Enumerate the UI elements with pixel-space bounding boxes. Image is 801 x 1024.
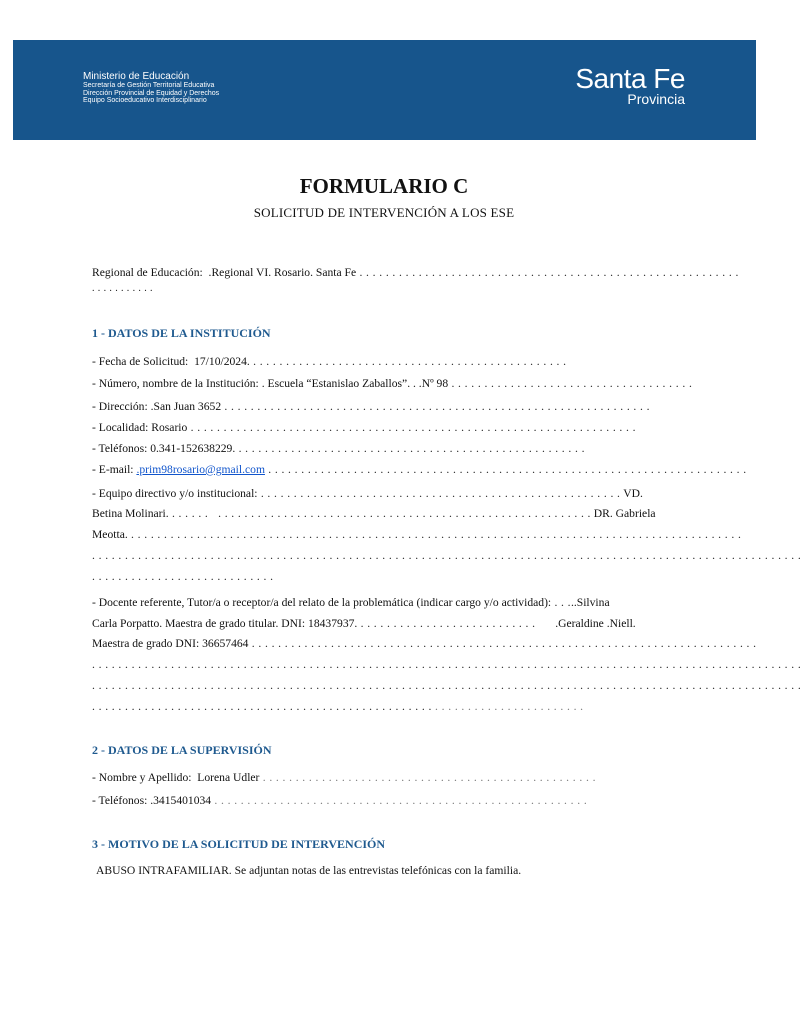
telefonos-value: 0.341-152638229. [150,442,236,455]
dot-leader: . . . . . . . . . . . . . . . . . . . . . . . . . . . . . . . . . . . . . [448,377,693,390]
regional-row [92,266,739,280]
docente-row [92,596,679,610]
telefonos-row [92,442,585,456]
dot-leader: . . . . . . . . . . . . . . . . . . . . . . . . . . . . . . . . . . . . . . . . . . . . . . . . . . . [259,771,596,784]
localidad-row [92,421,636,435]
equipo-row-2 [92,507,679,521]
equipo-row [92,487,679,501]
numero-row [92,377,692,391]
docente-row-3 [92,637,757,651]
santa-fe-logo [575,64,685,106]
email-label: - E-mail: [92,463,134,476]
header-banner [13,40,756,140]
direccion-label: - Dirección: [92,400,148,413]
regional-value: .Regional VI. Rosario. Santa Fe [208,266,357,279]
dot-leader: . . . . . . . . . . . . . . . . . . . . . . . . . . . [357,617,556,630]
ministry-block [83,71,219,105]
ministry-line: Secretaría de Gestión Territorial Educativa [83,82,215,89]
email-row [92,463,747,477]
equipo-label: - Equipo directivo y/o institucional: [92,487,258,500]
docente-value-1: ..Silvina [570,596,610,609]
dot-leader: . . . . . . . . . . . . . . . . . . . . . . . . . . . . . . . . . . . . . . . . . . . . . . . . . . . . . . . . . . . . . . . . . . . . . . . . . . . . . . . . . . . . . . . . . . . . . [127,528,742,541]
docente-value-2: Carla Porpatto. Maestra de grado titular. DNI: 18437937. [92,617,358,630]
dot-leader: . . . . . . . . . . . . . . . . . . . . . . . . . . . . . . . . . . . . . . . . . . . . . . . . [249,355,567,368]
localidad-value: Rosario [151,421,188,434]
supervisor-phone-row [92,794,587,808]
docente-label: - Docente referente, Tutor/a o receptor/a del relato de la problemática (indicar cargo y/o actividad): [92,596,552,609]
dot-leader: . . . . . . . . . . . . . . . . . . . . . . . . . . . . . . . . . . . . . . . . . . . . . . . . . . . . . . . . . . . . . . . . . . . . . . . . . . . . . . . . . . . . . . . . . . . . . . . . . . . . . . . . . . . . [92,658,801,671]
section-1-heading: 1 - DATOS DE LA INSTITUCIÓN [92,326,271,340]
docente-value-3: .Geraldine .Niell. [555,617,636,630]
telefonos-label: - Teléfonos: [92,442,148,455]
equipo-row-3 [92,528,742,542]
fecha-label: - Fecha de Solicitud: [92,355,189,368]
dot-leader: . . . . . . . . . . . . . . . . . . . . . . . . . . . . . . . . . . . . . . . . . . . . . . . . . . . . . . . . . . . . . . . . . . . . . . . . . . . . . [248,637,757,650]
equipo-name-2: Meotta. [92,528,128,541]
ministry-line: Dirección Provincial de Equidad y Derechos [83,89,220,97]
supervisor-phone-label: - Teléfonos: [92,794,148,807]
section-2-heading: 2 - DATOS DE LA SUPERVISIÓN [92,743,272,757]
dot-leader: . . . . . . . . . . . . . . . . . . . . . . . . . . . . . . . . . . . . . . . . . . . . . . . . . . . . . . . . . . . . . . . . . [221,400,650,413]
equipo-vd: VD. [623,487,643,500]
dot-leader: . . . . . . . . . . . . . . . . . . . . . . . . . . . . . . . . . . . . . . . . . . . . . . . . . . . . . . . . . . . . . . . [168,507,591,520]
docente-value-4: Maestra de grado DNI: 36657464 [92,637,249,650]
direccion-value: .San Juan 3652 [150,400,222,413]
section-3-heading: 3 - MOTIVO DE LA SOLICITUD DE INTERVENCIÓN [92,837,386,851]
fecha-value: 17/10/2024. [194,355,250,368]
dot-leader: . . . . . . . . . . . . . . . . . . . . . . . . . . . . . . . . . . . . . . . . . . . . . . . . . . . . . . . . . . . . . . . . . . . . . . . . . [264,463,747,476]
numero-value: . Escuela “Estanislao Zaballos”. . .Nº 98 [261,377,449,390]
localidad-label: - Localidad: [92,421,149,434]
logo-main-text: Santa Fe [575,63,685,94]
form-subtitle: SOLICITUD DE INTERVENCIÓN A LOS ESE [253,205,515,220]
supervisor-name-row [92,771,596,785]
equipo-name-1: Betina Molinari. [92,507,169,520]
dot-leader: . . . . . . . . . . . . . . . . . . . . . . . . . . . . . . . . . . . . . . . . . . . . . . . . . . . . . . . . . . . . . . . . . . . . . . . . . . . . . . . . . . . . . . . . . . . . . . . . . . . . . . . . . . . . [92,549,801,562]
motivo-text: ABUSO INTRAFAMILIAR. Se adjuntan notas de las entrevistas telefónicas con la familia. [96,864,522,877]
dot-leader: . . . . . . . . . . . . . . . . . . . . . . . . . . . . . . . . . . . . . . . . . . . . . . . . . . . . . . . . . . . . . . . . . . . . . . . . . . . [92,700,584,713]
regional-label: Regional de Educación: [92,266,203,279]
dot-leader: . . . [551,596,571,609]
supervisor-name-label: - Nombre y Apellido: [92,771,192,784]
dot-leader: . . . . . . . . . . . . . . . . . . . . . . . . . . . . . . . . . . . . . . . . . . . . . . . . . . . . . . . . . . . . . . . . . . . . . . . . . . . . . . . . . . . . . . . . . . . . . . . . . . . . . . . . . . . . [92,679,801,692]
fecha-row [92,355,566,369]
logo-sub-text: Provincia [627,91,685,107]
docente-row-2 [92,617,679,631]
dot-leader: . . . . . . . . . . . . . . . . . . . . . . . . . . . . . . . . . . . . . . . . . . . . . . . . . . . . . . . [257,487,621,500]
ministry-name: Ministerio de Educación [83,71,190,82]
dot-leader: . . . . . . . . . . . . . . . . . . . . . . . . . . . . . . . . . . . . . . . . . . . . . . . . . . . . . . . . . . [356,266,739,279]
equipo-dr: DR. Gabriela [593,507,656,520]
direccion-row [92,400,650,414]
dot-leader: . . . . . . . . . . . . . . . . . . . . . . . . . . . . [92,570,274,583]
form-title: FORMULARIO C [299,174,469,198]
supervisor-name-value: Lorena Udler [197,771,260,784]
email-link[interactable]: .prim98rosario@gmail.com [136,463,265,476]
numero-label: - Número, nombre de la Institución: [92,377,259,390]
dot-leader: . . . . . . . . . . . . . . . . . . . . . . . . . . . . . . . . . . . . . . . . . . . . . . . . . . . . . . . . . [211,794,588,807]
dot-leader: . . . . . . . . . . . . . . . . . . . . . . . . . . . . . . . . . . . . . . . . . . . . . . . . . . . . . . . . . . . . . . . . . . . . [187,421,636,434]
supervisor-phone-value: .3415401034 [150,794,212,807]
dot-leader: . . . . . . . . . . . . . . . . . . . . . . . . . . . . . . . . . . . . . . . . . . . . . . . . . . . . . [235,442,585,455]
ministry-line: Equipo Socioeducativo Interdisciplinario [83,97,207,104]
dot-leader: . . . . . . . . . . . [92,283,153,294]
